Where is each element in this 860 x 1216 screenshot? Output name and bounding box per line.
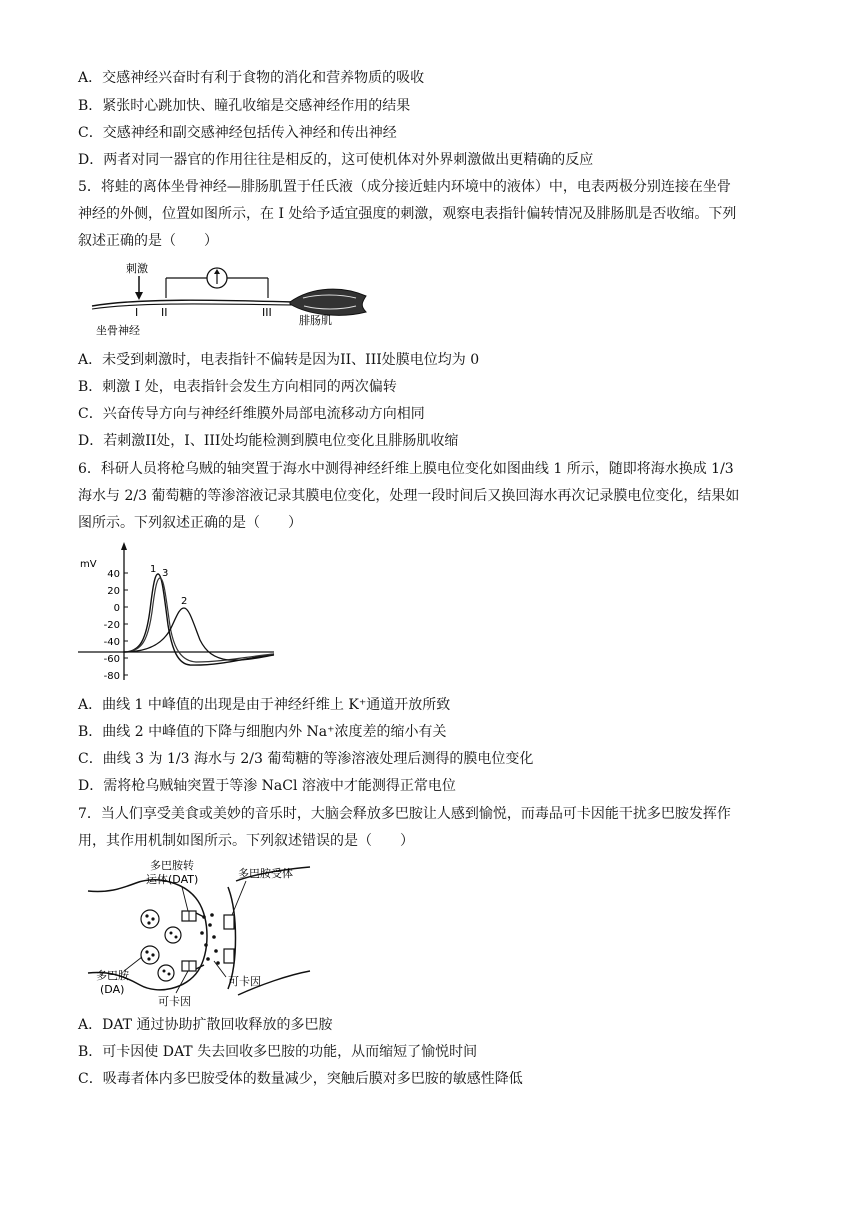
q4-option-a: A．交感神经兴奋时有利于食物的消化和营养物质的吸收 (78, 70, 425, 86)
q4-option-b: B．紧张时心跳加快、瞳孔收缩是交感神经作用的结果 (78, 98, 411, 114)
q5-stem-line2: 神经的外侧，位置如图所示，在 I 处给予适宜强度的刺激，观察电表指针偏转情况及腓肠肌是否收缩。下列 (78, 206, 737, 222)
stimulus-label: 刺激 (126, 262, 148, 275)
cocaine-label-right: 可卡因 (228, 975, 261, 988)
q6-stem-line1: 6．科研人员将枪乌贼的轴突置于海水中测得神经纤维上膜电位变化如图曲线 1 所示，随即将海水换成 1/3 (78, 461, 734, 477)
vesicle-icons (141, 910, 181, 981)
dopamine-label-line2: (DA) (100, 983, 125, 996)
q6-membrane-potential-figure (78, 540, 278, 685)
muscle-icon (290, 289, 366, 315)
receptor-label: 多巴胺受体 (238, 867, 293, 880)
dat-label-line2: 运体(DAT) (146, 873, 199, 886)
tick-neg60: -60 (103, 654, 120, 665)
curve-1-label: 1 (150, 564, 157, 575)
q5-stem-line1: 5．将蛙的离体坐骨神经—腓肠肌置于任氏液（成分接近蛙内环境中的液体）中，电表两极分别连接在坐骨 (78, 179, 731, 195)
gastrocnemius-label: 腓肠肌 (299, 314, 332, 327)
q6-stem-line3: 图所示。下列叙述正确的是（ ） (78, 515, 302, 531)
q5-stem-line3: 叙述正确的是（ ） (78, 233, 218, 249)
tick-40: 40 (107, 569, 120, 580)
q5-option-c: C．兴奋传导方向与神经纤维膜外局部电流移动方向相同 (78, 406, 425, 422)
dopamine-label-line1: 多巴胺 (96, 969, 129, 982)
q6-option-c: C．曲线 3 为 1/3 海水与 2/3 葡萄糖的等渗溶液处理后测得的膜电位变化 (78, 751, 534, 767)
dopamine-receptor-icon (224, 949, 234, 963)
dat-label-line1: 多巴胺转 (150, 859, 194, 872)
q6-stem-line2: 海水与 2/3 葡萄糖的等渗溶液记录其膜电位变化，处理一段时间后又换回海水再次记录膜电位变化，结果如 (78, 488, 740, 504)
q7-option-c: C．吸毒者体内多巴胺受体的数量减少，突触后膜对多巴胺的敏感性降低 (78, 1071, 523, 1087)
tick-neg20: -20 (103, 620, 120, 631)
q4-option-d: D．两者对同一器官的作用往往是相反的，这可使机体对外界刺激做出更精确的反应 (78, 152, 594, 168)
q7-stem-line2: 用，其作用机制如图所示。下列叙述错误的是（ ） (78, 833, 414, 849)
q6-option-d: D．需将枪乌贼轴突置于等渗 NaCl 溶液中才能测得正常电位 (78, 778, 456, 794)
q7-option-b: B．可卡因使 DAT 失去回收多巴胺的功能，从而缩短了愉悦时间 (78, 1044, 478, 1060)
point-iii-label: III (262, 306, 272, 319)
cocaine-label-bottom: 可卡因 (158, 995, 191, 1008)
dopamine-receptor-icon (224, 915, 234, 929)
curve-3-label: 3 (162, 568, 169, 579)
q6-option-a: A．曲线 1 中峰值的出现是由于神经纤维上 K⁺通道开放所致 (78, 697, 451, 713)
tick-20: 20 (107, 586, 120, 597)
tick-neg80: -80 (103, 671, 120, 682)
q7-option-a: A．DAT 通过协助扩散回收释放的多巴胺 (78, 1017, 333, 1033)
y-axis-unit: mV (80, 559, 97, 570)
q5-nerve-muscle-figure (78, 258, 378, 343)
curve-2-label: 2 (181, 596, 188, 607)
point-i-label: I (135, 306, 139, 319)
q7-synapse-figure (78, 853, 318, 1008)
q6-option-b: B．曲线 2 中峰值的下降与细胞内外 Na⁺浓度差的缩小有关 (78, 724, 447, 740)
tick-0: 0 (113, 603, 120, 614)
tick-neg40: -40 (103, 637, 120, 648)
q5-option-d: D．若刺激II处，I、III处均能检测到膜电位变化且腓肠肌收缩 (78, 433, 459, 449)
sciatic-nerve-label: 坐骨神经 (96, 324, 140, 337)
point-ii-label: II (161, 306, 168, 319)
q5-option-b: B．刺激 I 处，电表指针会发生方向相同的两次偏转 (78, 379, 397, 395)
q5-option-a: A．未受到刺激时，电表指针不偏转是因为II、III处膜电位均为 0 (78, 352, 480, 368)
q7-stem-line1: 7．当人们享受美食或美妙的音乐时，大脑会释放多巴胺让人感到愉悦，而毒品可卡因能干扰多巴胺发挥作 (78, 806, 731, 822)
q4-option-c: C．交感神经和副交感神经包括传入神经和传出神经 (78, 125, 397, 141)
